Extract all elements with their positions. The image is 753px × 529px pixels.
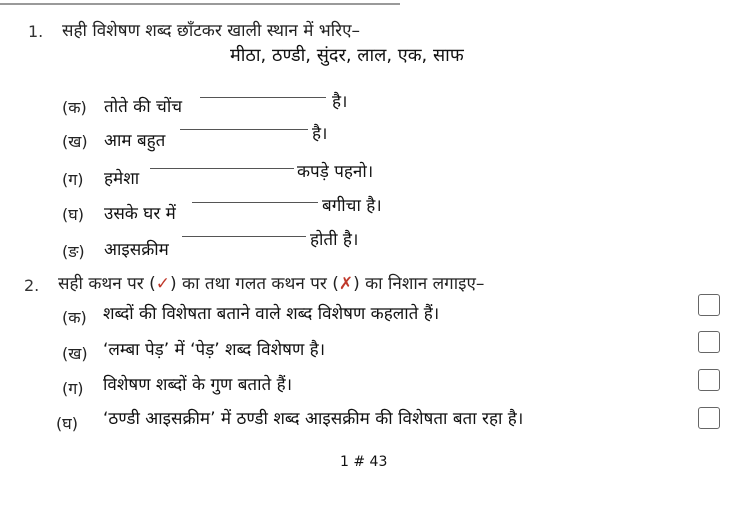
q1-item-marker: (ग) [62,170,84,189]
q1-item-suffix: है। [312,124,328,144]
q2-number: 2. [24,276,40,295]
q1-number: 1. [28,22,44,41]
q1-item-marker: (घ) [62,205,84,224]
cross-mark-icon: ✗ [338,274,354,294]
q1-item-marker: (क) [62,98,87,117]
q2-item-text: ‘लम्बा पेड़’ में ‘पेड़’ शब्द विशेषण है। [103,340,326,360]
answer-checkbox[interactable] [698,294,720,316]
answer-checkbox[interactable] [698,331,720,353]
q1-item-marker: (ङ) [62,242,85,261]
q2-item-marker: (ग) [62,379,84,398]
q1-item-blank[interactable] [180,129,308,130]
q1-item-blank[interactable] [200,97,326,98]
q2-instruction-part: ) का तथा गलत कथन पर ( [169,274,339,294]
q1-item-text: उसके घर में [104,204,176,224]
tick-mark-icon: ✓ [155,274,170,294]
q2-instruction-part: ) का निशान लगाइए– [353,274,485,294]
q1-item-blank[interactable] [192,202,318,203]
q1-item-marker: (ख) [62,132,88,151]
page-label: 1 # 43 [340,454,388,470]
q2-item-text: शब्दों की विशेषता बताने वाले शब्द विशेषण कहलाते हैं। [103,304,440,324]
q1-word-bank: मीठा, ठण्डी, सुंदर, लाल, एक, साफ [230,45,464,66]
top-rule [0,3,400,5]
q1-item-suffix: होती है। [310,230,359,250]
q1-item-blank[interactable] [182,236,306,237]
q1-item-text: आइसक्रीम [104,240,169,260]
q1-item-text: आम बहुत [104,131,166,151]
q1-item-text: हमेशा [104,169,140,189]
answer-checkbox[interactable] [698,369,720,391]
q2-instruction [58,271,484,294]
q2-item-text: विशेषण शब्दों के गुण बताते हैं। [103,375,293,395]
q2-item-marker: (घ) [56,414,78,433]
q1-item-suffix: है। [332,92,348,112]
q1-item-suffix: कपड़े पहनो। [297,162,374,182]
q2-item-marker: (ख) [62,344,88,363]
answer-checkbox[interactable] [698,407,720,429]
q1-item-text: तोते की चोंच [104,97,183,117]
q2-item-text: ‘ठण्डी आइसक्रीम’ में ठण्डी शब्द आइसक्रीम की विशेषता बता रहा है। [103,409,524,429]
q1-item-blank[interactable] [150,168,294,169]
q1-instruction: सही विशेषण शब्द छाँटकर खाली स्थान में भरिए– [62,21,361,41]
q2-instruction-part: सही कथन पर ( [58,274,156,294]
q2-item-marker: (क) [62,308,87,327]
q1-item-suffix: बगीचा है। [322,196,382,216]
